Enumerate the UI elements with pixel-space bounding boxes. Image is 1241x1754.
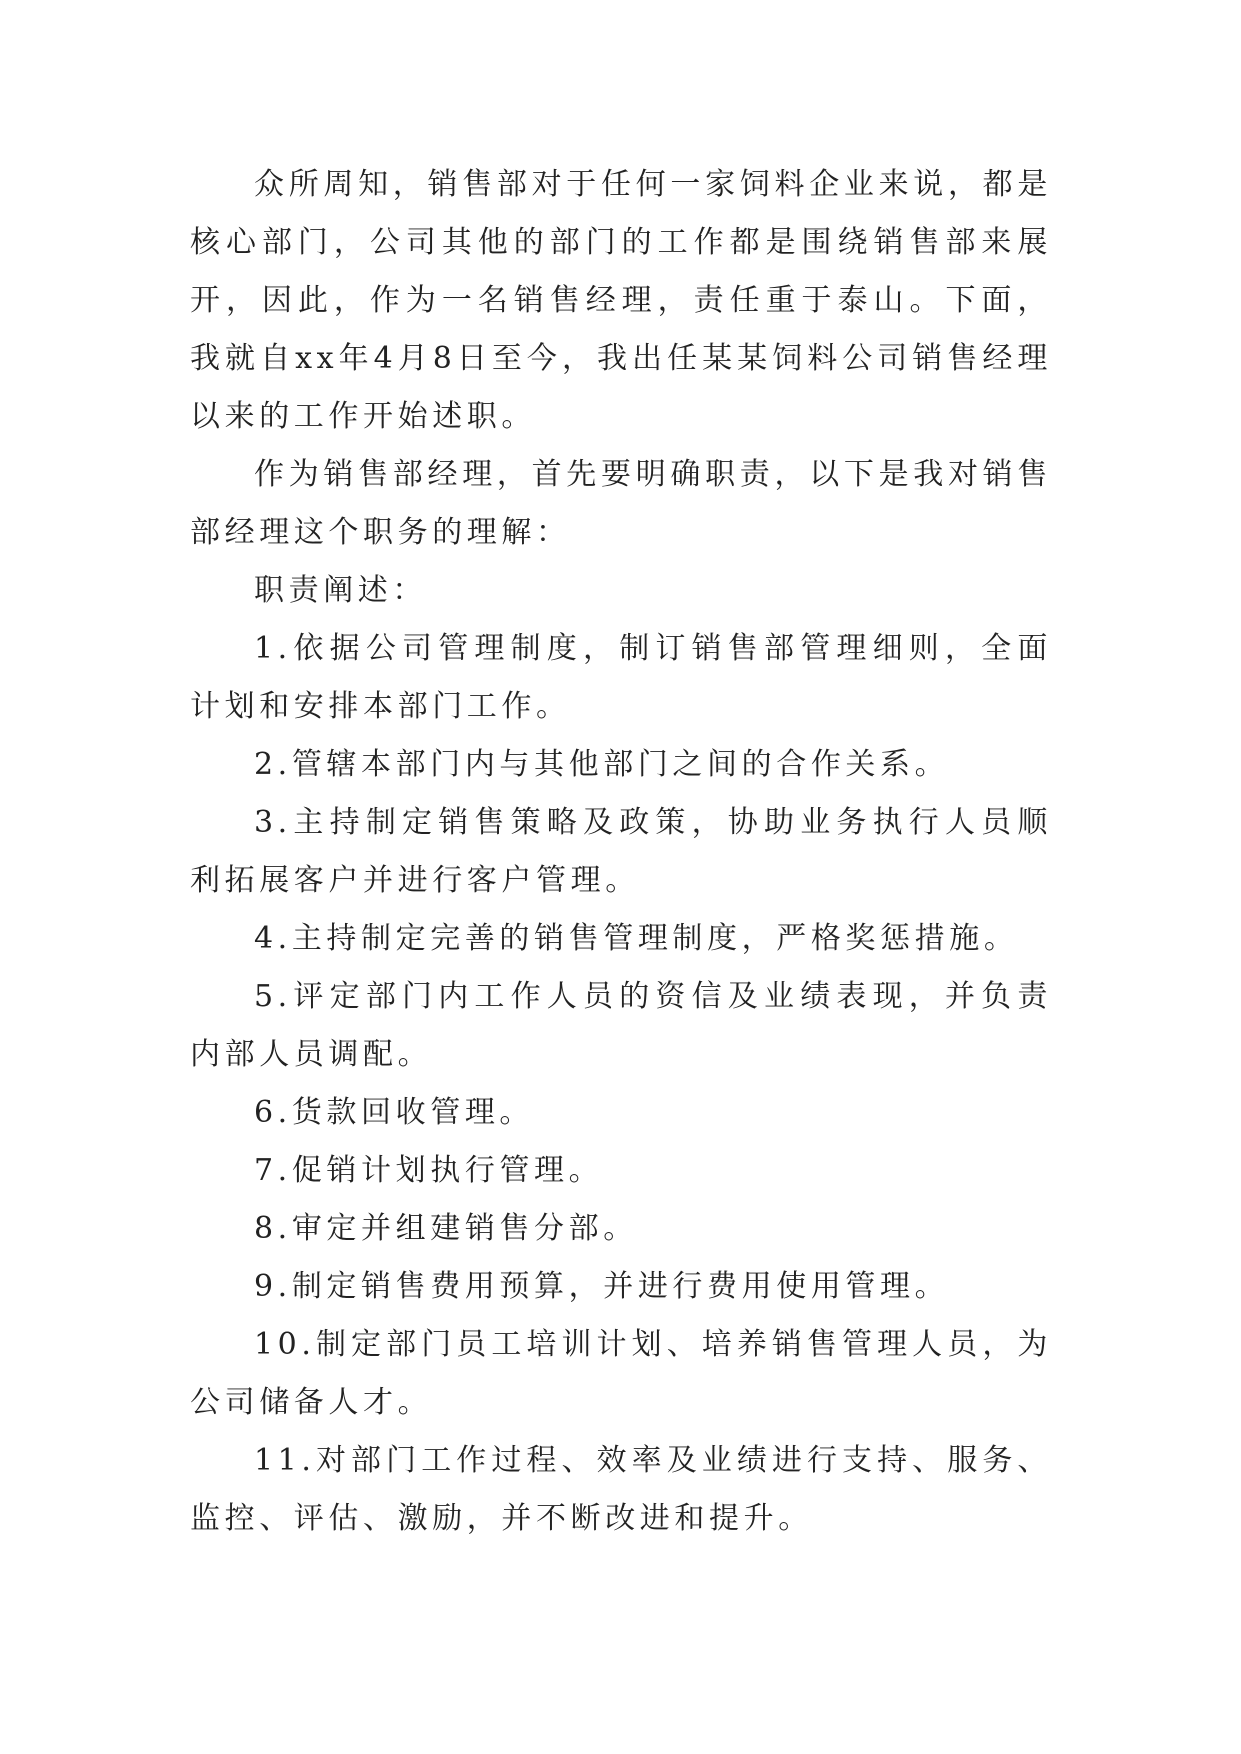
paragraph-intro: 众所周知，销售部对于任何一家饲料企业来说，都是核心部门，公司其他的部门的工作都是围绕销售部来展开，因此，作为一名销售经理，责任重于泰山。下面，我就自xx年4月8日至今，我出任某某饲料公司销售经理以来的工作开始述职。 bbox=[190, 167, 1052, 434]
duty-item-4: 4.主持制定完善的销售管理制度，严格奖惩措施。 bbox=[254, 921, 1019, 956]
duty-item-2: 2.管辖本部门内与其他部门之间的合作关系。 bbox=[254, 747, 950, 782]
paragraph-duties-intro: 作为销售部经理，首先要明确职责，以下是我对销售部经理这个职务的理解： bbox=[190, 457, 1052, 550]
duty-item-11: 11.对部门工作过程、效率及业绩进行支持、服务、监控、评估、激励，并不断改进和提升。 bbox=[190, 1443, 1052, 1536]
duty-item-6: 6.货款回收管理。 bbox=[254, 1095, 535, 1130]
duty-item-1: 1.依据公司管理制度，制订销售部管理细则，全面计划和安排本部门工作。 bbox=[190, 631, 1052, 724]
duty-item-5: 5.评定部门内工作人员的资信及业绩表现，并负责内部人员调配。 bbox=[190, 979, 1052, 1072]
document-body bbox=[190, 156, 1052, 1548]
duty-item-8: 8.审定并组建销售分部。 bbox=[254, 1211, 638, 1246]
duty-item-10: 10.制定部门员工培训计划、培养销售管理人员，为公司储备人才。 bbox=[190, 1327, 1052, 1420]
duty-item-7: 7.促销计划执行管理。 bbox=[254, 1153, 604, 1188]
duty-item-9: 9.制定销售费用预算，并进行费用使用管理。 bbox=[254, 1269, 950, 1304]
duty-item-3: 3.主持制定销售策略及政策，协助业务执行人员顺利拓展客户并进行客户管理。 bbox=[190, 805, 1052, 898]
paragraph-duties-heading: 职责阐述： bbox=[254, 573, 427, 608]
